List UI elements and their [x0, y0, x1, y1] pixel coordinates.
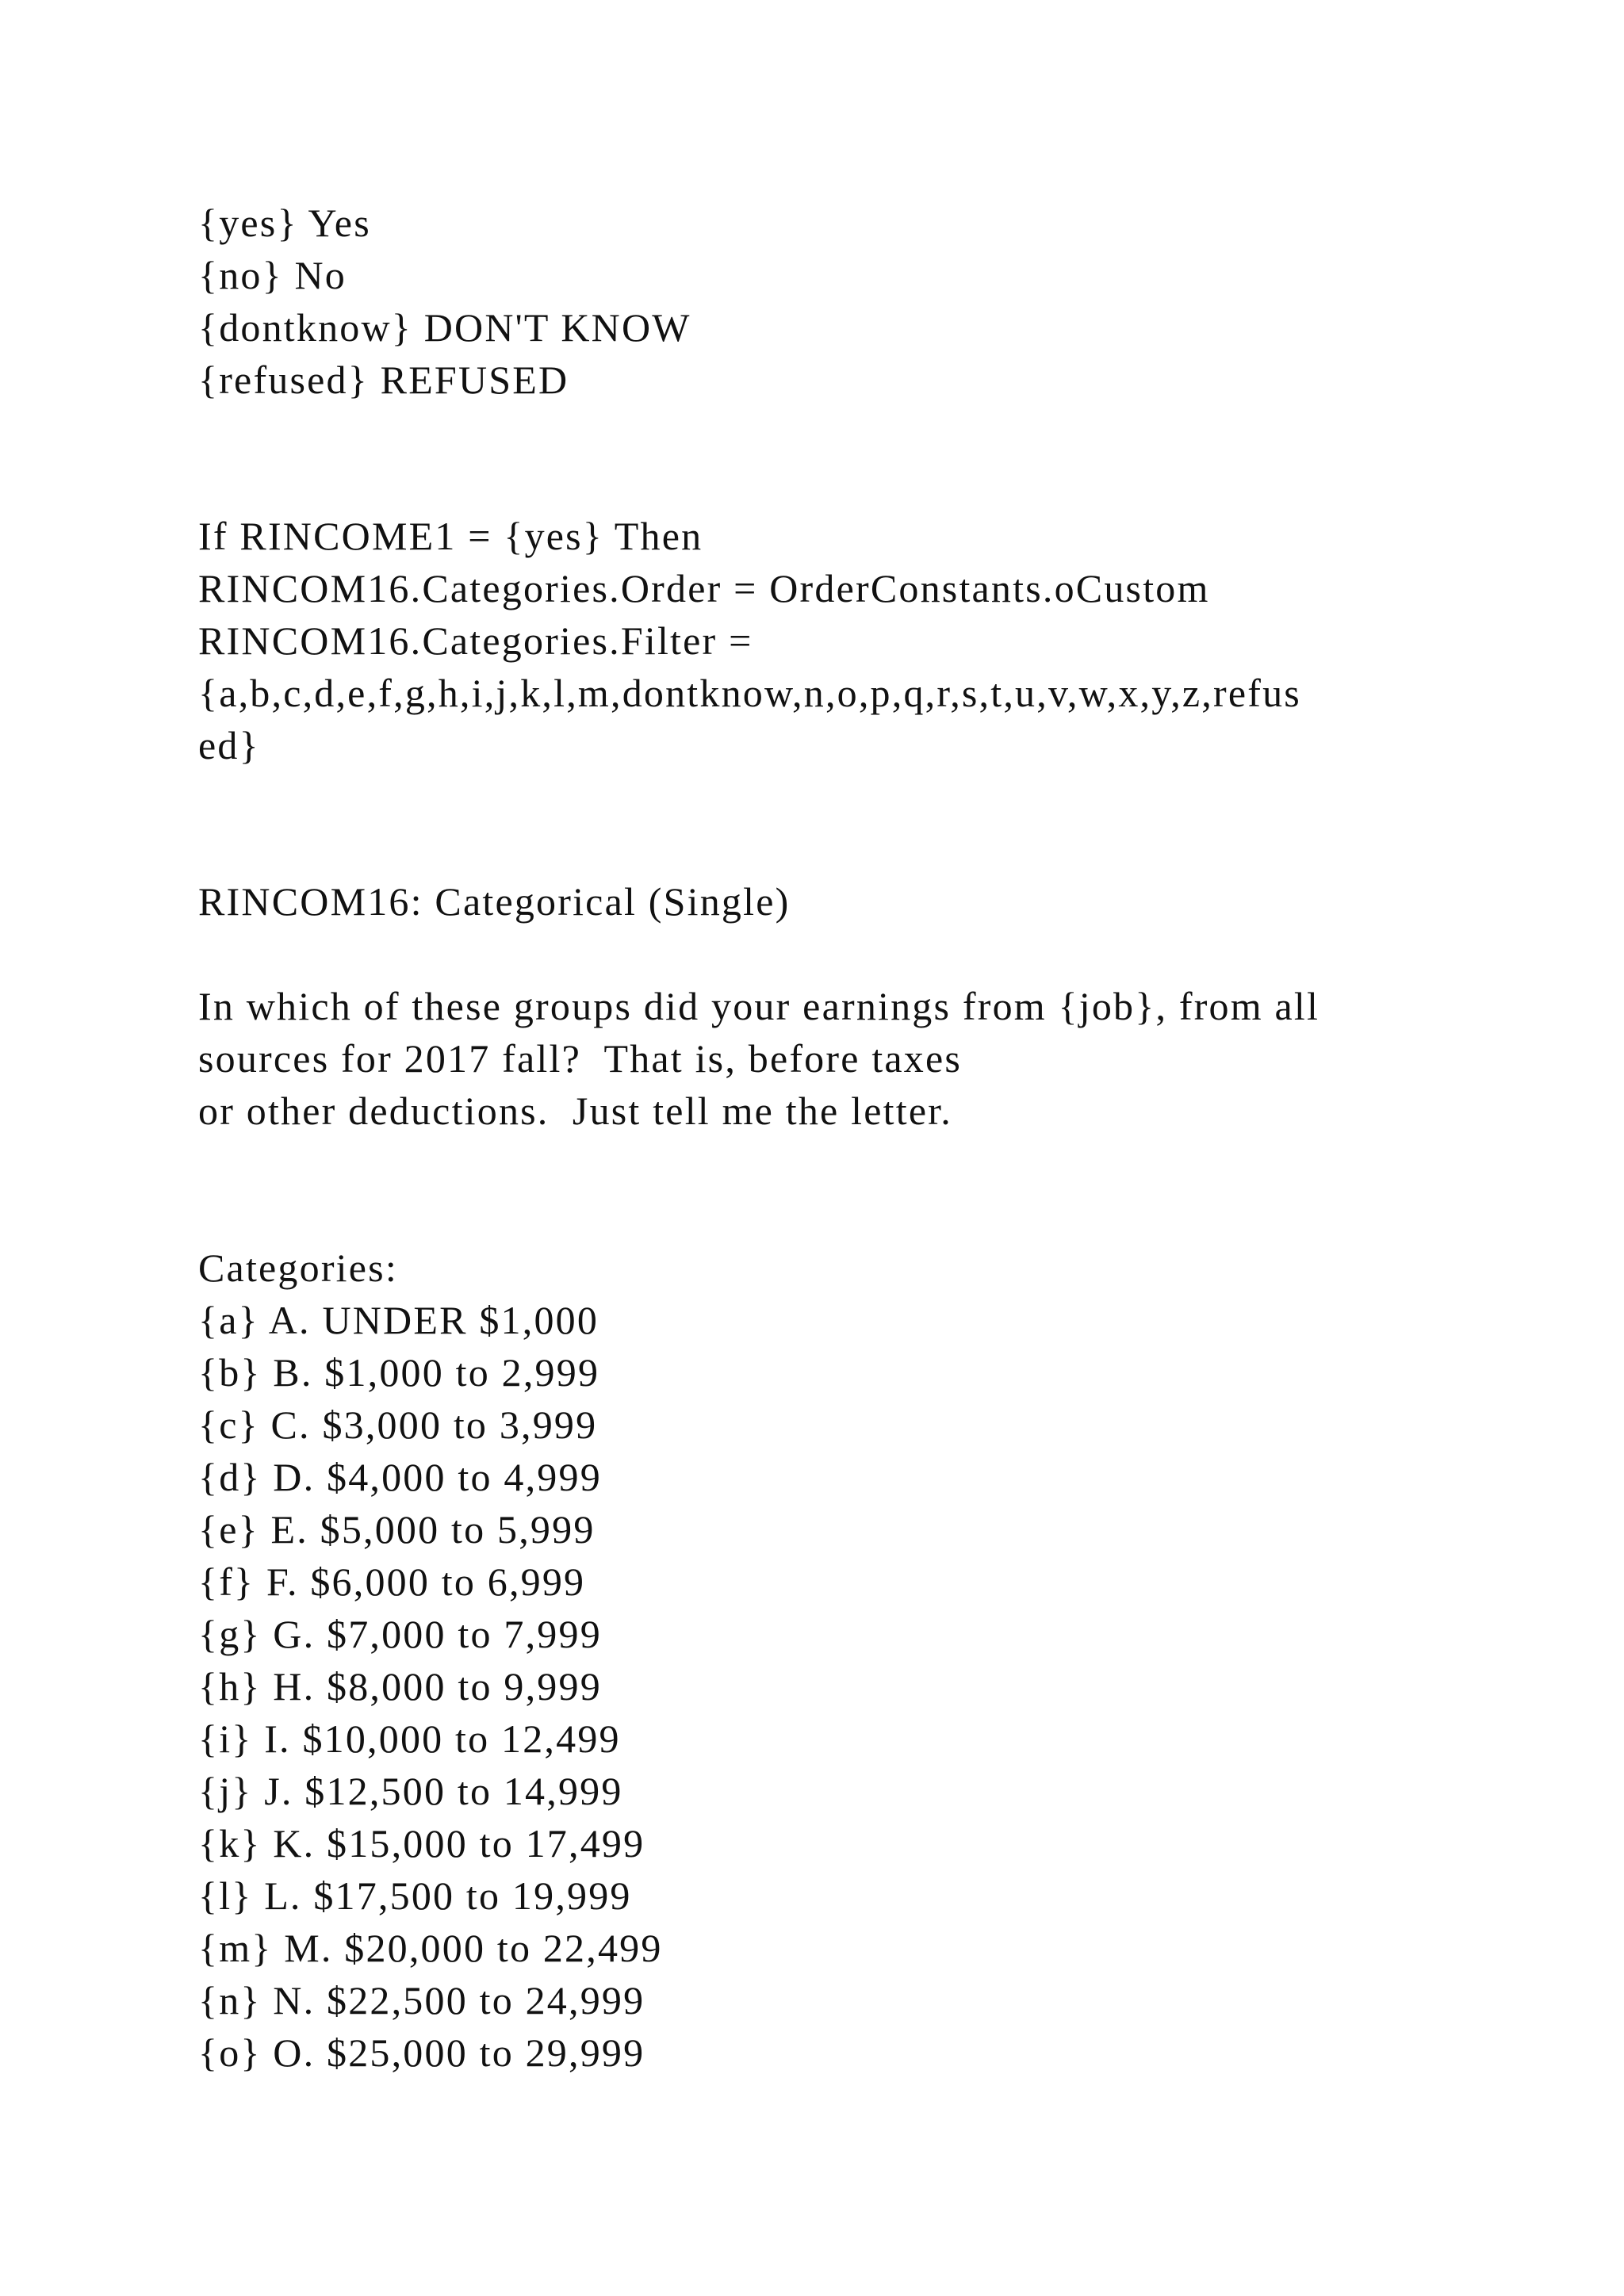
question-text-line: sources for 2017 fall? That is, before taxes — [198, 1036, 963, 1081]
question-text-line: In which of these groups did your earnings from {job}, from all — [198, 984, 1320, 1028]
category-item: {h} H. $8,000 to 9,999 — [198, 1664, 602, 1709]
answer-option: {no} No — [198, 253, 347, 297]
category-item: {j} J. $12,500 to 14,999 — [198, 1769, 623, 1813]
filter-logic-line: If RINCOME1 = {yes} Then — [198, 514, 703, 558]
category-item: {f} F. $6,000 to 6,999 — [198, 1559, 586, 1604]
category-item: {c} C. $3,000 to 3,999 — [198, 1402, 598, 1447]
filter-logic-line: ed} — [198, 723, 260, 767]
question-header: RINCOM16: Categorical (Single) — [198, 879, 791, 924]
answer-option: {yes} Yes — [198, 201, 371, 245]
category-item: {l} L. $17,500 to 19,999 — [198, 1873, 632, 1918]
category-item: {n} N. $22,500 to 24,999 — [198, 1978, 645, 2022]
question-text-line: or other deductions. Just tell me the letter. — [198, 1089, 953, 1133]
category-item: {d} D. $4,000 to 4,999 — [198, 1455, 602, 1499]
category-item: {i} I. $10,000 to 12,499 — [198, 1716, 621, 1761]
category-item: {m} M. $20,000 to 22,499 — [198, 1926, 663, 1970]
filter-logic-line: RINCOM16.Categories.Order = OrderConstants.oCustom — [198, 566, 1210, 610]
category-item: {o} O. $25,000 to 29,999 — [198, 2030, 645, 2075]
filter-logic-line: RINCOM16.Categories.Filter = — [198, 618, 753, 663]
categories-label: Categories: — [198, 1246, 398, 1290]
category-item: {g} G. $7,000 to 7,999 — [198, 1612, 602, 1656]
category-item: {b} B. $1,000 to 2,999 — [198, 1350, 600, 1395]
filter-logic-line: {a,b,c,d,e,f,g,h,i,j,k,l,m,dontknow,n,o,p,q,r,s,t,u,v,w,x,y,z,refus — [198, 671, 1301, 715]
category-item: {e} E. $5,000 to 5,999 — [198, 1507, 596, 1552]
answer-option: {dontknow} DON'T KNOW — [198, 305, 691, 350]
answer-option: {refused} REFUSED — [198, 358, 569, 402]
category-item: {k} K. $15,000 to 17,499 — [198, 1821, 645, 1866]
category-item: {a} A. UNDER $1,000 — [198, 1298, 599, 1342]
